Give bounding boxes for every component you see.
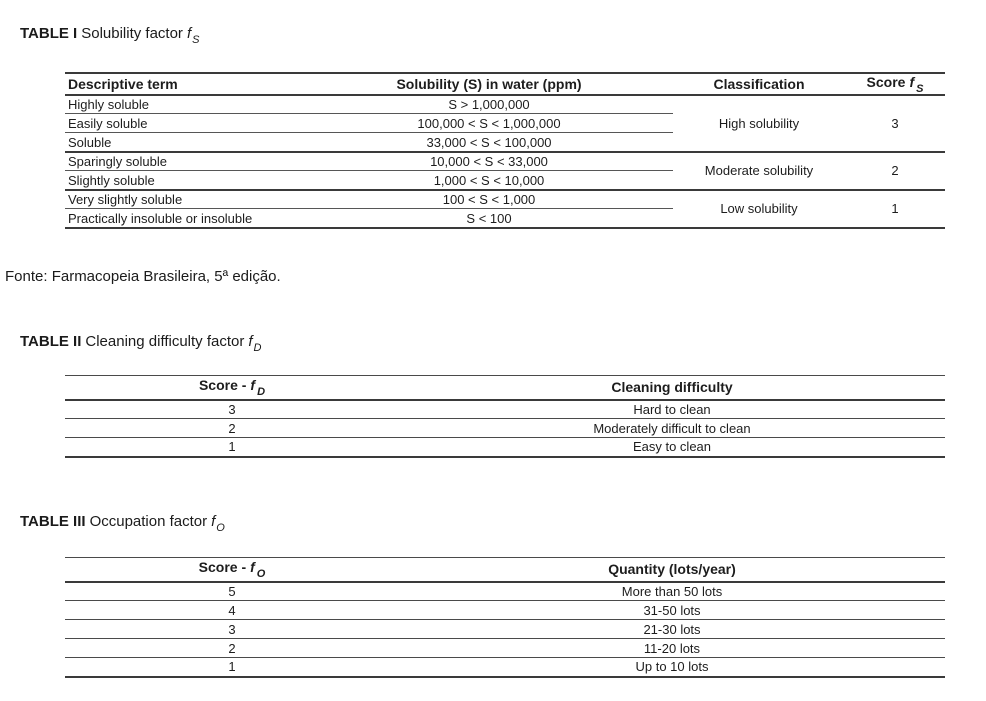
- table1-factor-subscript: S: [192, 34, 200, 46]
- table3-header-quantity: Quantity (lots/year): [399, 558, 945, 582]
- quantity-cell: More than 50 lots: [399, 582, 945, 601]
- table-row-highly-soluble: [65, 95, 945, 114]
- score-cell: 2: [65, 419, 399, 438]
- classification-cell-high: High solubility: [673, 95, 845, 152]
- table2-title-label: TABLE II: [20, 333, 82, 350]
- table-row: [65, 601, 945, 620]
- score-cell: 2: [65, 639, 399, 658]
- table3-header-score-symbol: f: [250, 559, 255, 576]
- solubility-range-cell: 33,000 < S < 100,000: [305, 133, 673, 152]
- score-cell-high: 3: [845, 95, 945, 152]
- table1-header-score: [845, 73, 945, 95]
- solubility-range-cell: 100,000 < S < 1,000,000: [305, 114, 673, 133]
- score-cell-moderate: 2: [845, 152, 945, 190]
- solubility-range-cell: 10,000 < S < 33,000: [305, 152, 673, 171]
- table-row: [65, 438, 945, 457]
- table-row-sparingly-soluble: [65, 152, 945, 171]
- table1-header-score-symbol: f: [909, 74, 915, 90]
- table3-factor-subscript: O: [216, 522, 225, 534]
- table1-header-descriptive-term: Descriptive term: [65, 73, 305, 95]
- difficulty-cell: Easy to clean: [399, 438, 945, 457]
- table2-title: [20, 333, 262, 353]
- score-cell-low: 1: [845, 190, 945, 228]
- table1-title-label: TABLE I: [20, 25, 78, 42]
- quantity-cell: Up to 10 lots: [399, 658, 945, 677]
- score-cell: 1: [65, 658, 399, 677]
- source-note: Fonte: Farmacopeia Brasileira, 5ª edição.: [5, 268, 281, 285]
- solubility-range-cell: S < 100: [305, 209, 673, 228]
- difficulty-cell: Hard to clean: [399, 400, 945, 419]
- table-row: [65, 639, 945, 658]
- table1-header-row: [65, 73, 945, 95]
- quantity-cell: 11-20 lots: [399, 639, 945, 658]
- table-row: [65, 620, 945, 639]
- table1-factor-symbol: f: [186, 25, 192, 42]
- descriptive-term-cell: Slightly soluble: [65, 171, 305, 190]
- difficulty-cell: Moderately difficult to clean: [399, 419, 945, 438]
- table-row: [65, 400, 945, 419]
- table1-header-score-label: Score: [866, 74, 906, 90]
- cleaning-difficulty-table: [65, 375, 945, 458]
- descriptive-term-cell: Very slightly soluble: [65, 190, 305, 209]
- table2-header-score-subscript: D: [257, 386, 266, 399]
- table1-title-text: Solubility factor: [81, 25, 183, 42]
- table-row: [65, 582, 945, 601]
- classification-cell-low: Low solubility: [673, 190, 845, 228]
- descriptive-term-cell: Practically insoluble or insoluble: [65, 209, 305, 228]
- table2-header-score-symbol: f: [250, 377, 256, 394]
- table2-header-cleaning-difficulty: Cleaning difficulty: [399, 376, 945, 400]
- score-cell: 3: [65, 620, 399, 639]
- table-row: [65, 419, 945, 438]
- score-cell: 3: [65, 400, 399, 419]
- table2-header-row: [65, 376, 945, 400]
- solubility-range-cell: 100 < S < 1,000: [305, 190, 673, 209]
- classification-cell-moderate: Moderate solubility: [673, 152, 845, 190]
- descriptive-term-cell: Soluble: [65, 133, 305, 152]
- table2-factor-subscript: D: [253, 342, 262, 354]
- table3-title-text: Occupation factor: [89, 513, 208, 530]
- table3-title-label: TABLE III: [20, 513, 86, 530]
- table3-factor-symbol: f: [211, 513, 216, 530]
- table1-header-solubility: Solubility (S) in water (ppm): [305, 73, 673, 95]
- table3-header-score: [65, 558, 399, 582]
- table1-header-classification: Classification: [673, 73, 845, 95]
- table1-header-score-subscript: S: [916, 82, 924, 95]
- table-row-very-slightly-soluble: [65, 190, 945, 209]
- table3-header-row: [65, 558, 945, 582]
- table3-header-score-label: Score -: [198, 559, 247, 576]
- table2-header-score: [65, 376, 399, 400]
- table2-header-score-label: Score -: [198, 377, 247, 394]
- descriptive-term-cell: Highly soluble: [65, 95, 305, 114]
- score-cell: 5: [65, 582, 399, 601]
- score-cell: 4: [65, 601, 399, 620]
- descriptive-term-cell: Easily soluble: [65, 114, 305, 133]
- solubility-factor-table: [65, 72, 945, 229]
- table1-title: [20, 25, 199, 45]
- occupation-factor-table: [65, 557, 945, 678]
- table2-title-text: Cleaning difficulty factor: [85, 333, 245, 350]
- quantity-cell: 31-50 lots: [399, 601, 945, 620]
- solubility-range-cell: 1,000 < S < 10,000: [305, 171, 673, 190]
- descriptive-term-cell: Sparingly soluble: [65, 152, 305, 171]
- table-row: [65, 658, 945, 677]
- solubility-range-cell: S > 1,000,000: [305, 95, 673, 114]
- table3-title: [20, 513, 225, 533]
- table2-factor-symbol: f: [248, 333, 253, 350]
- score-cell: 1: [65, 438, 399, 457]
- quantity-cell: 21-30 lots: [399, 620, 945, 639]
- table3-header-score-subscript: O: [256, 568, 266, 581]
